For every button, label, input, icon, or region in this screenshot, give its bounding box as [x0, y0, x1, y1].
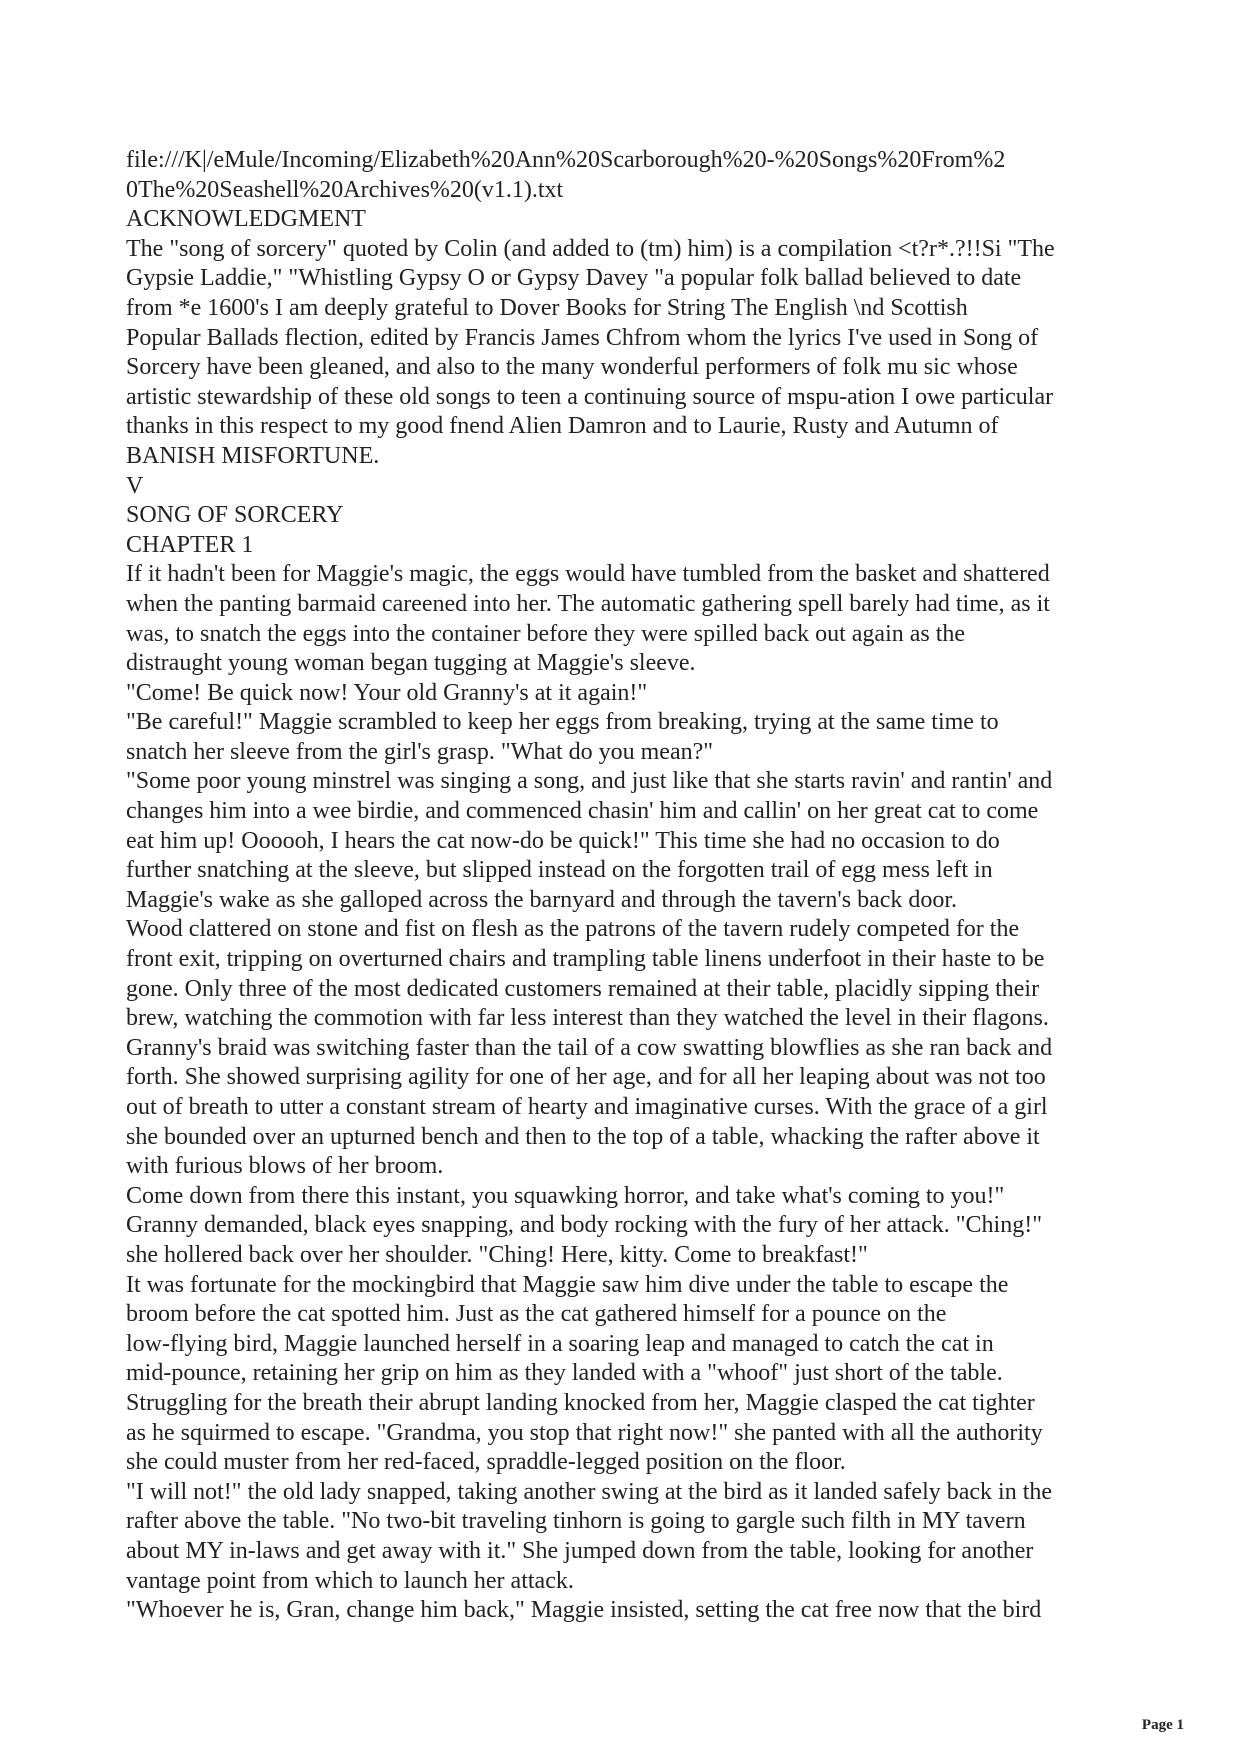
- paragraph: It was fortunate for the mockingbird that Maggie saw him dive under the table to escape the broom before the cat spotted him. Just as the cat gathered himself for a pounce on the low-flying bird, Maggie launched herself in a soaring leap and managed to catch the cat in mid-pounce, retaining her grip on him as they landed with a "whoof" just short of the table.: [126, 1271, 1009, 1387]
- paragraph: If it hadn't been for Maggie's magic, the eggs would have tumbled from the basket and shattered when the panting barmaid careened into her. The automatic gathering spell barely had time, as it was, to snatch the eggs into the container before they were spilled back out again as the distraught young woman began tugging at Maggie's sleeve.: [126, 561, 1050, 677]
- paragraph: Struggling for the breath their abrupt landing knocked from her, Maggie clasped the cat tighter as he squirmed to escape. "Grandma, you stop that right now!" she panted with all the authority she could muster from her red-faced, spraddle-legged position on the floor.: [126, 1389, 1043, 1476]
- acknowledgment-heading: ACKNOWLEDGMENT: [126, 206, 366, 233]
- paragraph: "Come! Be quick now! Your old Granny's at it again!": [126, 679, 648, 706]
- paragraph: Come down from there this instant, you squawking horror, and take what's coming to you!" Granny demanded, black eyes snapping, and body rocking with the fury of her attack. "Ching!" she hollered back over her shoulder. "Ching! Here, kitty. Come to breakfast!": [126, 1182, 1043, 1268]
- paragraph: Wood clattered on stone and fist on flesh as the patrons of the tavern rudely competed for the front exit, tripping on overturned chairs and trampling table linens underfoot in their haste to be gone. Only three of the most dedicated customers remained at their table, placidly sipping their brew, watching the commotion with far less interest than they watched the level in their flagons.: [126, 916, 1049, 1032]
- paragraph: Granny's braid was switching faster than the tail of a cow swatting blowflies as she ran back and forth. She showed surprising agility for one of her age, and for all her leaping about was not too out of breath to utter a constant stream of hearty and imaginative curses. With the grace of a girl she bounded over an upturned bench and then to the top of a table, whacking the rafter above it with furious blows of her broom.: [126, 1034, 1053, 1180]
- paragraph: "I will not!" the old lady snapped, taking another swing at the bird as it landed safely back in the rafter above the table. "No two-bit traveling tinhorn is going to gargle such filth in MY tavern about MY in-laws and get away with it." She jumped down from the table, looking for another vantage point from which to launch her attack.: [126, 1478, 1053, 1594]
- file-path: file:///K|/eMule/Incoming/Elizabeth%20Ann%20Scarborough%20-%20Songs%20From%2 0The%20Seashell%20Archives%20(v1.1).txt: [126, 147, 1006, 203]
- paragraph: "Whoever he is, Gran, change him back," Maggie insisted, setting the cat free now that the bird: [126, 1597, 1042, 1624]
- paragraph: "Be careful!" Maggie scrambled to keep her eggs from breaking, trying at the same time to snatch her sleeve from the girl's grasp. "What do you mean?": [126, 709, 999, 765]
- acknowledgment-text: The "song of sorcery" quoted by Colin (and added to (tm) him) is a compilation <t?r*.?!!Si "The Gypsie Laddie," "Whistling Gypsy O or Gypsy Davey "a popular folk ballad believed to date from *e 1600's I am deeply grateful to Dover Books for String The English \nd Scottish Popular Ballads flection, edited by Francis James Chfrom whom the lyrics I've used in Song of Sorcery have been gleaned, and also to the many wonderful performers of folk mu sic whose artistic stewardship of these old songs to teen a continuing source of mspu-ation I owe particular thanks in this respect to my good fnend Alien Damron and to Laurie, Rusty and Autumn of BANISH MISFORTUNE.: [126, 235, 1055, 469]
- book-title: SONG OF SORCERY: [126, 502, 344, 529]
- paragraph: "Some poor young minstrel was singing a song, and just like that she starts ravin' and rantin' and changes him into a wee birdie, and commenced chasin' him and callin' on her great cat to come eat him up! Oooooh, I hears the cat now-do be quick!" This time she had no occasion to do further snatching at the sleeve, but slipped instead on the forgotten trail of egg mess left in Maggie's wake as she galloped across the barnyard and through the tavern's back door.: [126, 768, 1053, 913]
- document-text: [126, 146, 1126, 1626]
- chapter-title: CHAPTER 1: [126, 531, 254, 558]
- section-marker: V: [126, 472, 144, 499]
- page-number: Page 1: [1141, 1717, 1184, 1733]
